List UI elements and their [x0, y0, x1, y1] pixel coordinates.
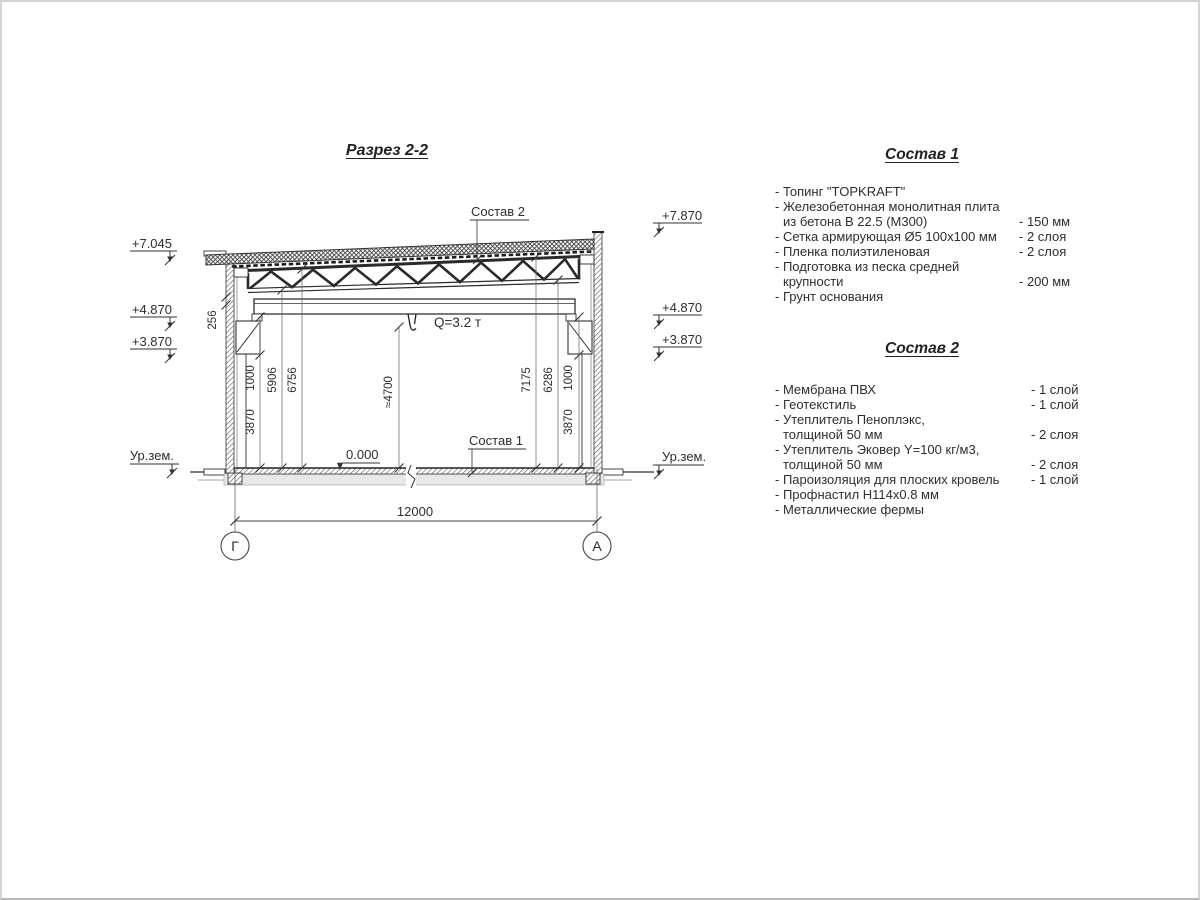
material-item	[775, 502, 1097, 517]
material-quantity: - 200 мм	[1019, 274, 1071, 289]
axis-letter-left: Г	[231, 538, 239, 554]
composition2-list	[775, 382, 1097, 517]
material-name: - Металлические фермы	[775, 502, 924, 517]
elevation-right-top: +7.870	[662, 208, 703, 223]
material-item: - Утеплитель Эковер Y=100 кг/м3, толщиной 50 мм - 2 слоя	[775, 442, 1097, 472]
roof-assembly	[204, 239, 594, 267]
section-title: Разрез 2-2	[345, 142, 429, 159]
elevation-marks-left	[130, 236, 179, 478]
material-quantity: - 2 слоя	[1019, 244, 1067, 259]
elevation-left-corbel: +3.870	[131, 334, 172, 349]
material-name: - Подготовка из песка средней	[775, 259, 960, 274]
material-quantity: - 1 слой	[1031, 472, 1079, 487]
material-item: - Утеплитель Пеноплэкс, толщиной 50 мм - 2 слоя	[775, 412, 1097, 442]
material-item	[775, 397, 1097, 412]
elevation-right-ground: Ур.зем.	[662, 449, 707, 464]
elevation-right-beam: +4.870	[662, 300, 703, 315]
material-quantity: - 1 слой	[1031, 397, 1079, 412]
material-item	[775, 472, 1097, 487]
section-drawing	[122, 132, 736, 574]
composition1-list	[775, 184, 1097, 304]
composition1-title: Состав 1	[885, 146, 959, 163]
material-quantity: - 150 мм	[1019, 214, 1071, 229]
material-name: - Утеплитель Эковер Y=100 кг/м3,	[775, 442, 980, 457]
dim-6286: 6286	[543, 367, 555, 393]
material-item: - Железобетонная монолитная плита из бетона В 22.5 (М300) - 150 мм	[775, 199, 1097, 229]
axis-letter-right: А	[592, 538, 602, 554]
elevation-left-ground: Ур.зем.	[129, 448, 174, 463]
material-name: - Утеплитель Пеноплэкс,	[775, 412, 925, 427]
dim-5906: 5906	[267, 367, 279, 393]
material-item	[775, 487, 1097, 502]
dim-6756: 6756	[287, 367, 299, 393]
right-wall	[594, 232, 602, 473]
material-name: - Железобетонная монолитная плита	[775, 199, 1000, 214]
crane-capacity-label: Q=3.2 т	[434, 315, 482, 330]
left-wall	[226, 257, 234, 473]
dim-256: 256	[207, 310, 219, 330]
material-item	[775, 184, 1097, 199]
elevation-marks-right	[653, 208, 706, 479]
material-name: - Грунт основания	[775, 289, 884, 304]
composition2-title: Состав 2	[885, 340, 959, 357]
dim-left-3870: 3870	[245, 409, 257, 435]
truss-bearing-right	[580, 255, 594, 264]
material-quantity: - 2 слоя	[1031, 457, 1079, 472]
floor-composition-ref: Состав 1	[469, 433, 523, 448]
material-name: - Геотекстиль	[775, 397, 857, 412]
dim-right-1000: 1000	[563, 365, 575, 391]
elevation-right-corbel: +3.870	[662, 332, 703, 347]
material-name: - Пленка полиэтиленовая	[775, 244, 930, 259]
elevation-left-eave: +7.045	[131, 236, 172, 251]
dim-left-1000: 1000	[245, 365, 257, 391]
elevation-left-beam: +4.870	[131, 302, 172, 317]
material-item	[775, 244, 1097, 259]
material-item	[775, 382, 1097, 397]
material-name: - Топинг "TOPKRAFT"	[775, 184, 906, 199]
dim-7175: 7175	[521, 367, 533, 393]
dimension-labels	[207, 310, 575, 434]
material-quantity: - 2 слоя	[1031, 427, 1079, 442]
material-name: - Пароизоляция для плоских кровель	[775, 472, 1000, 487]
truss-bearing-left	[234, 268, 248, 277]
material-name: - Сетка армирующая Ø5 100x100 мм	[775, 229, 997, 244]
zero-level-label: 0.000	[346, 447, 379, 462]
material-name: - Профнастил Н114х0.8 мм	[775, 487, 939, 502]
dim-4700: ≈4700	[383, 376, 395, 408]
material-quantity: - 2 слоя	[1019, 229, 1067, 244]
material-item	[775, 289, 1097, 304]
span-dimension: 12000	[396, 504, 434, 519]
roof-composition-ref: Состав 2	[471, 204, 525, 219]
material-quantity: - 1 слой	[1031, 382, 1079, 397]
dim-right-3870: 3870	[563, 409, 575, 435]
crane-hook-icon	[408, 314, 416, 330]
material-name: - Мембрана ПВХ	[775, 382, 876, 397]
material-item	[775, 229, 1097, 244]
material-item: - Подготовка из песка средней крупности - 200 мм	[775, 259, 1097, 289]
footing-right	[586, 473, 600, 484]
